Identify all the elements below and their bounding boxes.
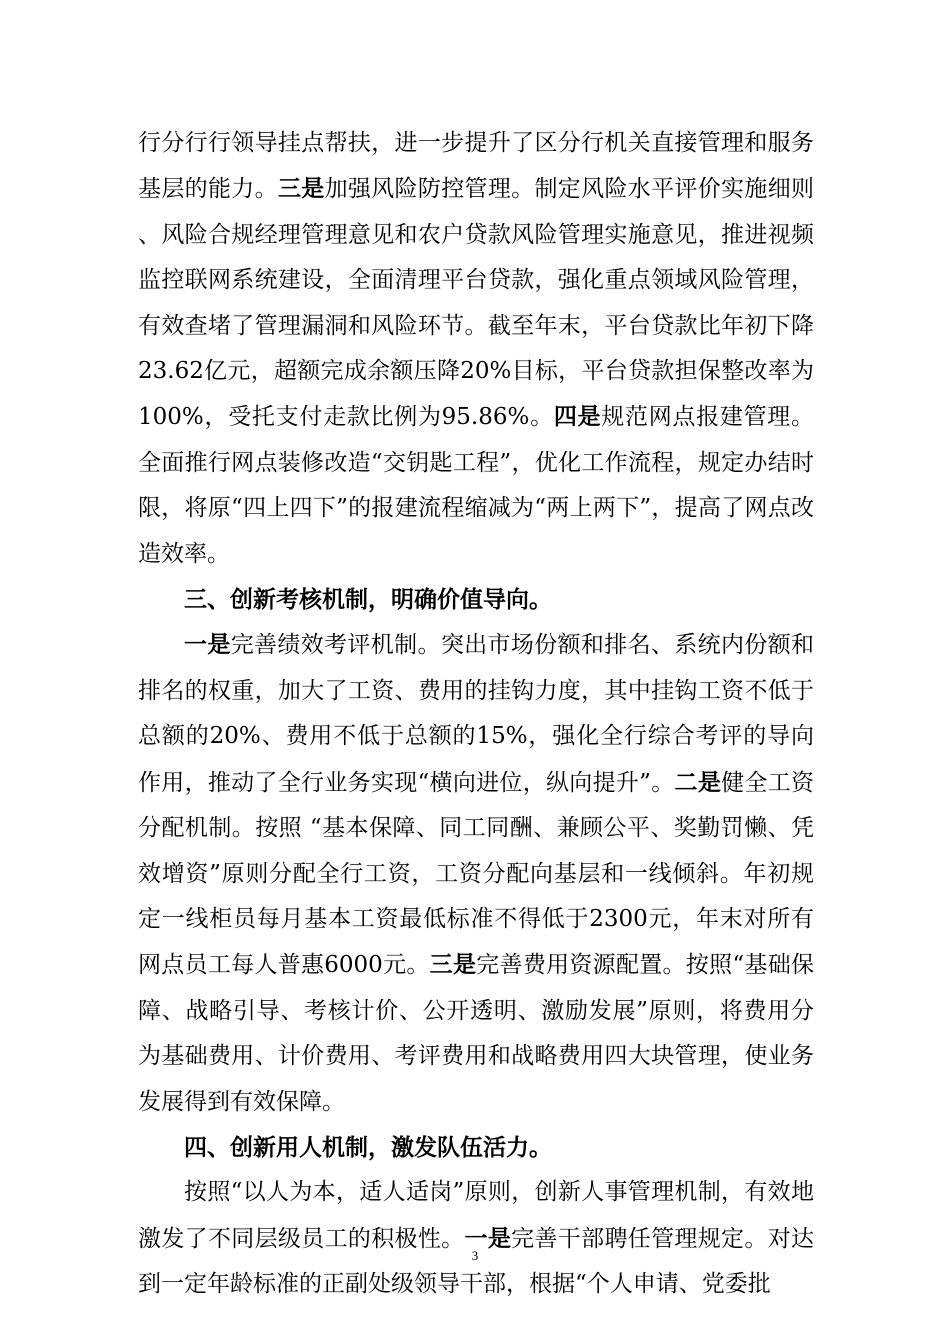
bold-marker: 二是 [674,768,722,796]
paragraph-text: 完善费用资源配置。按照“基础保障、战略引导、考核计价、公开透明、激励发展”原则，将费用分为基础费用、计价费用、考评费用和战略费用四大块管理，使业务发展得到有效保障。 [138,952,814,1115]
page-number: 3 [471,1248,479,1263]
bold-marker: 四是 [553,403,602,431]
section-heading-3: 三、创新考核机制，明确价值导向。 [184,586,552,614]
paragraph-personnel [138,1170,814,1307]
paragraph-risk-management [138,121,814,577]
bold-marker: 一是 [464,1224,512,1252]
paragraph-text: 按照“以人为本，适人适岗”原则，创新人事管理机制，有效地激发了不同层级员工的积极性。 [138,1179,814,1252]
bold-marker: 三是 [429,951,477,979]
paragraph-text: 完善绩效考评机制。突出市场份额和排名、系统内份额和排名的权重，加大了工资、费用的挂钩力度，其中挂钩工资不低于总额的20%、费用不低于总额的15%，强化全行综合考评的导向作用，推动了全行业务实现“横向进位，纵向提升”。 [138,632,815,796]
paragraph-text: 规范网点报建管理。全面推行网点装修改造“交钥匙工程”，优化工作流程，规定办结时限，将原“四上四下”的报建流程缩减为“两上两下”，提高了网点改造效率。 [138,404,815,567]
section-heading-4: 四、创新用人机制，激发队伍活力。 [184,1133,552,1161]
paragraph-text: 完善干部聘任管理规定。对达到一定年龄标准的正副处级领导干部，根据“个人申请、党委批 [138,1225,815,1298]
bold-marker: 一是 [184,631,231,659]
bold-marker: 三是 [277,175,325,203]
paragraph-assessment [138,622,814,1124]
paragraph-text: 行分行行领导挂点帮扶，进一步提升了区分行机关直接管理和服务基层的能力。 [138,130,814,203]
paragraph-text: 健全工资分配机制。按照 “基本保障、同工同酬、兼顾公平、奖勤罚懒、凭效增资”原则分配全行工资，工资分配向基层和一线倾斜。年初规定一线柜员每月基本工资最低标准不得低于2300元，年末对所有网点员工每人普惠6000元。 [138,769,815,979]
document-body [138,121,814,1308]
paragraph-text: 加强风险防控管理。制定风险水平评价实施细则、风险合规经理管理意见和农户贷款风险管理实施意见，推进视频监控联网系统建设，全面清理平台贷款，强化重点领域风险管理，有效查堵了管理漏洞和风险环节。截至年末，平台贷款比年初下降23.62亿元，超额完成余额压降20%目标，平台贷款担保整改率为100%，受托支付走款比例为95.86%。 [138,176,815,431]
